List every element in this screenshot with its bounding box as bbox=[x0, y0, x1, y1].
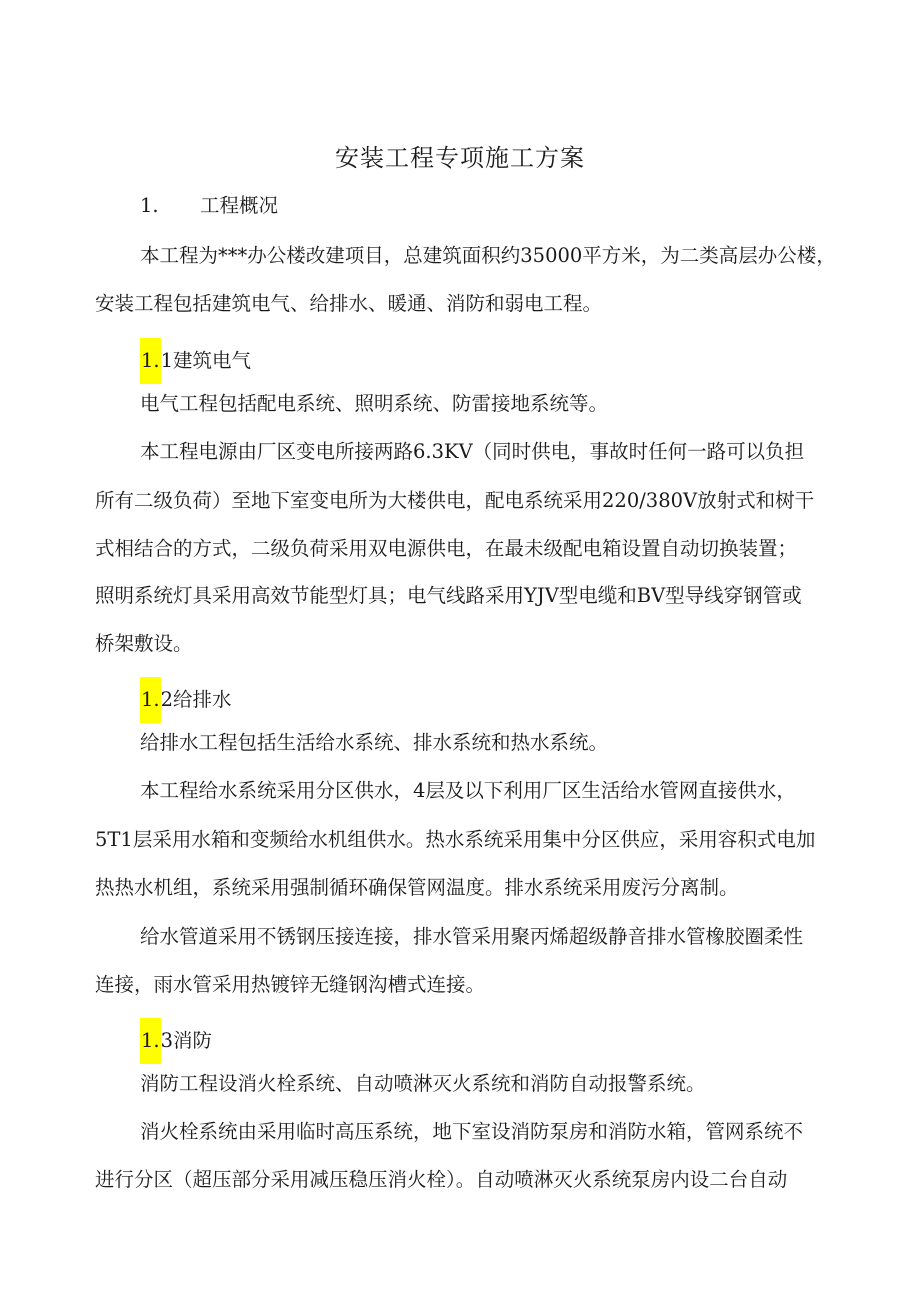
paragraph-line: 连接，雨水管采用热镀锌无缝钢沟槽式连接。 bbox=[95, 973, 486, 996]
paragraph-line: 消火栓系统由采用临时高压系统，地下室设消防泵房和消防水箱，管网系统不 bbox=[140, 1120, 804, 1143]
section-heading-1 bbox=[140, 190, 278, 222]
paragraph-line: 式相结合的方式，二级负荷采用双电源供电，在最未级配电箱设置自动切换装置； bbox=[95, 537, 798, 560]
paragraph-line: 安装工程包括建筑电气、给排水、暖通、消防和弱电工程。 bbox=[95, 292, 603, 315]
highlighted-number: 1. bbox=[140, 1018, 161, 1064]
paragraph-line: 桥架敷设。 bbox=[95, 632, 193, 655]
paragraph-line: 照明系统灯具采用高效节能型灯具；电气线路采用YJV型电缆和BV型导线穿钢管或 bbox=[95, 584, 802, 607]
paragraph-line: 5T1层采用水箱和变频给水机组供水。热水系统采用集中分区供应，采用容积式电加 bbox=[95, 828, 816, 851]
paragraph-line: 电气工程包括配电系统、照明系统、防雷接地系统等。 bbox=[140, 392, 609, 415]
paragraph-line: 给排水工程包括生活给水系统、排水系统和热水系统。 bbox=[140, 731, 609, 754]
subsection-title: 1建筑电气 bbox=[160, 349, 252, 372]
subsection-title: 3消防 bbox=[160, 1029, 213, 1052]
subsection-title: 2给排水 bbox=[160, 688, 232, 711]
paragraph-line: 进行分区（超压部分采用减压稳压消火栓）。自动喷淋灭火系统泵房内设二台自动 bbox=[95, 1168, 788, 1191]
subsection-heading-1-1 bbox=[140, 338, 251, 384]
paragraph-line: 消防工程设消火栓系统、自动喷淋灭火系统和消防自动报警系统。 bbox=[140, 1072, 706, 1095]
section-title: 工程概况 bbox=[200, 194, 279, 217]
highlighted-number: 1. bbox=[140, 338, 161, 384]
paragraph-line: 给水管道采用不锈钢压接连接，排水管采用聚丙烯超级静音排水管橡胶圈柔性 bbox=[140, 925, 804, 948]
paragraph-line: 本工程电源由厂区变电所接两路6.3KV（同时供电，事故时任何一路可以负担 bbox=[140, 440, 805, 463]
paragraph-line: 热热水机组，系统采用强制循环确保管网温度。排水系统采用废污分离制。 bbox=[95, 876, 739, 899]
paragraph-line: 本工程为***办公楼改建项目，总建筑面积约35000平方米，为二类高层办公楼， bbox=[140, 244, 836, 267]
paragraph-line: 所有二级负荷）至地下室变电所为大楼供电，配电系统采用220/380V放射式和树干 bbox=[95, 489, 815, 512]
section-number: 1. bbox=[140, 194, 159, 217]
subsection-heading-1-3 bbox=[140, 1018, 212, 1064]
paragraph-line: 本工程给水系统采用分区供水，4层及以下利用厂区生活给水管网直接供水， bbox=[140, 779, 796, 802]
document-title: 安装工程专项施工方案 bbox=[335, 144, 585, 172]
subsection-heading-1-2 bbox=[140, 677, 232, 723]
highlighted-number: 1. bbox=[140, 677, 161, 723]
